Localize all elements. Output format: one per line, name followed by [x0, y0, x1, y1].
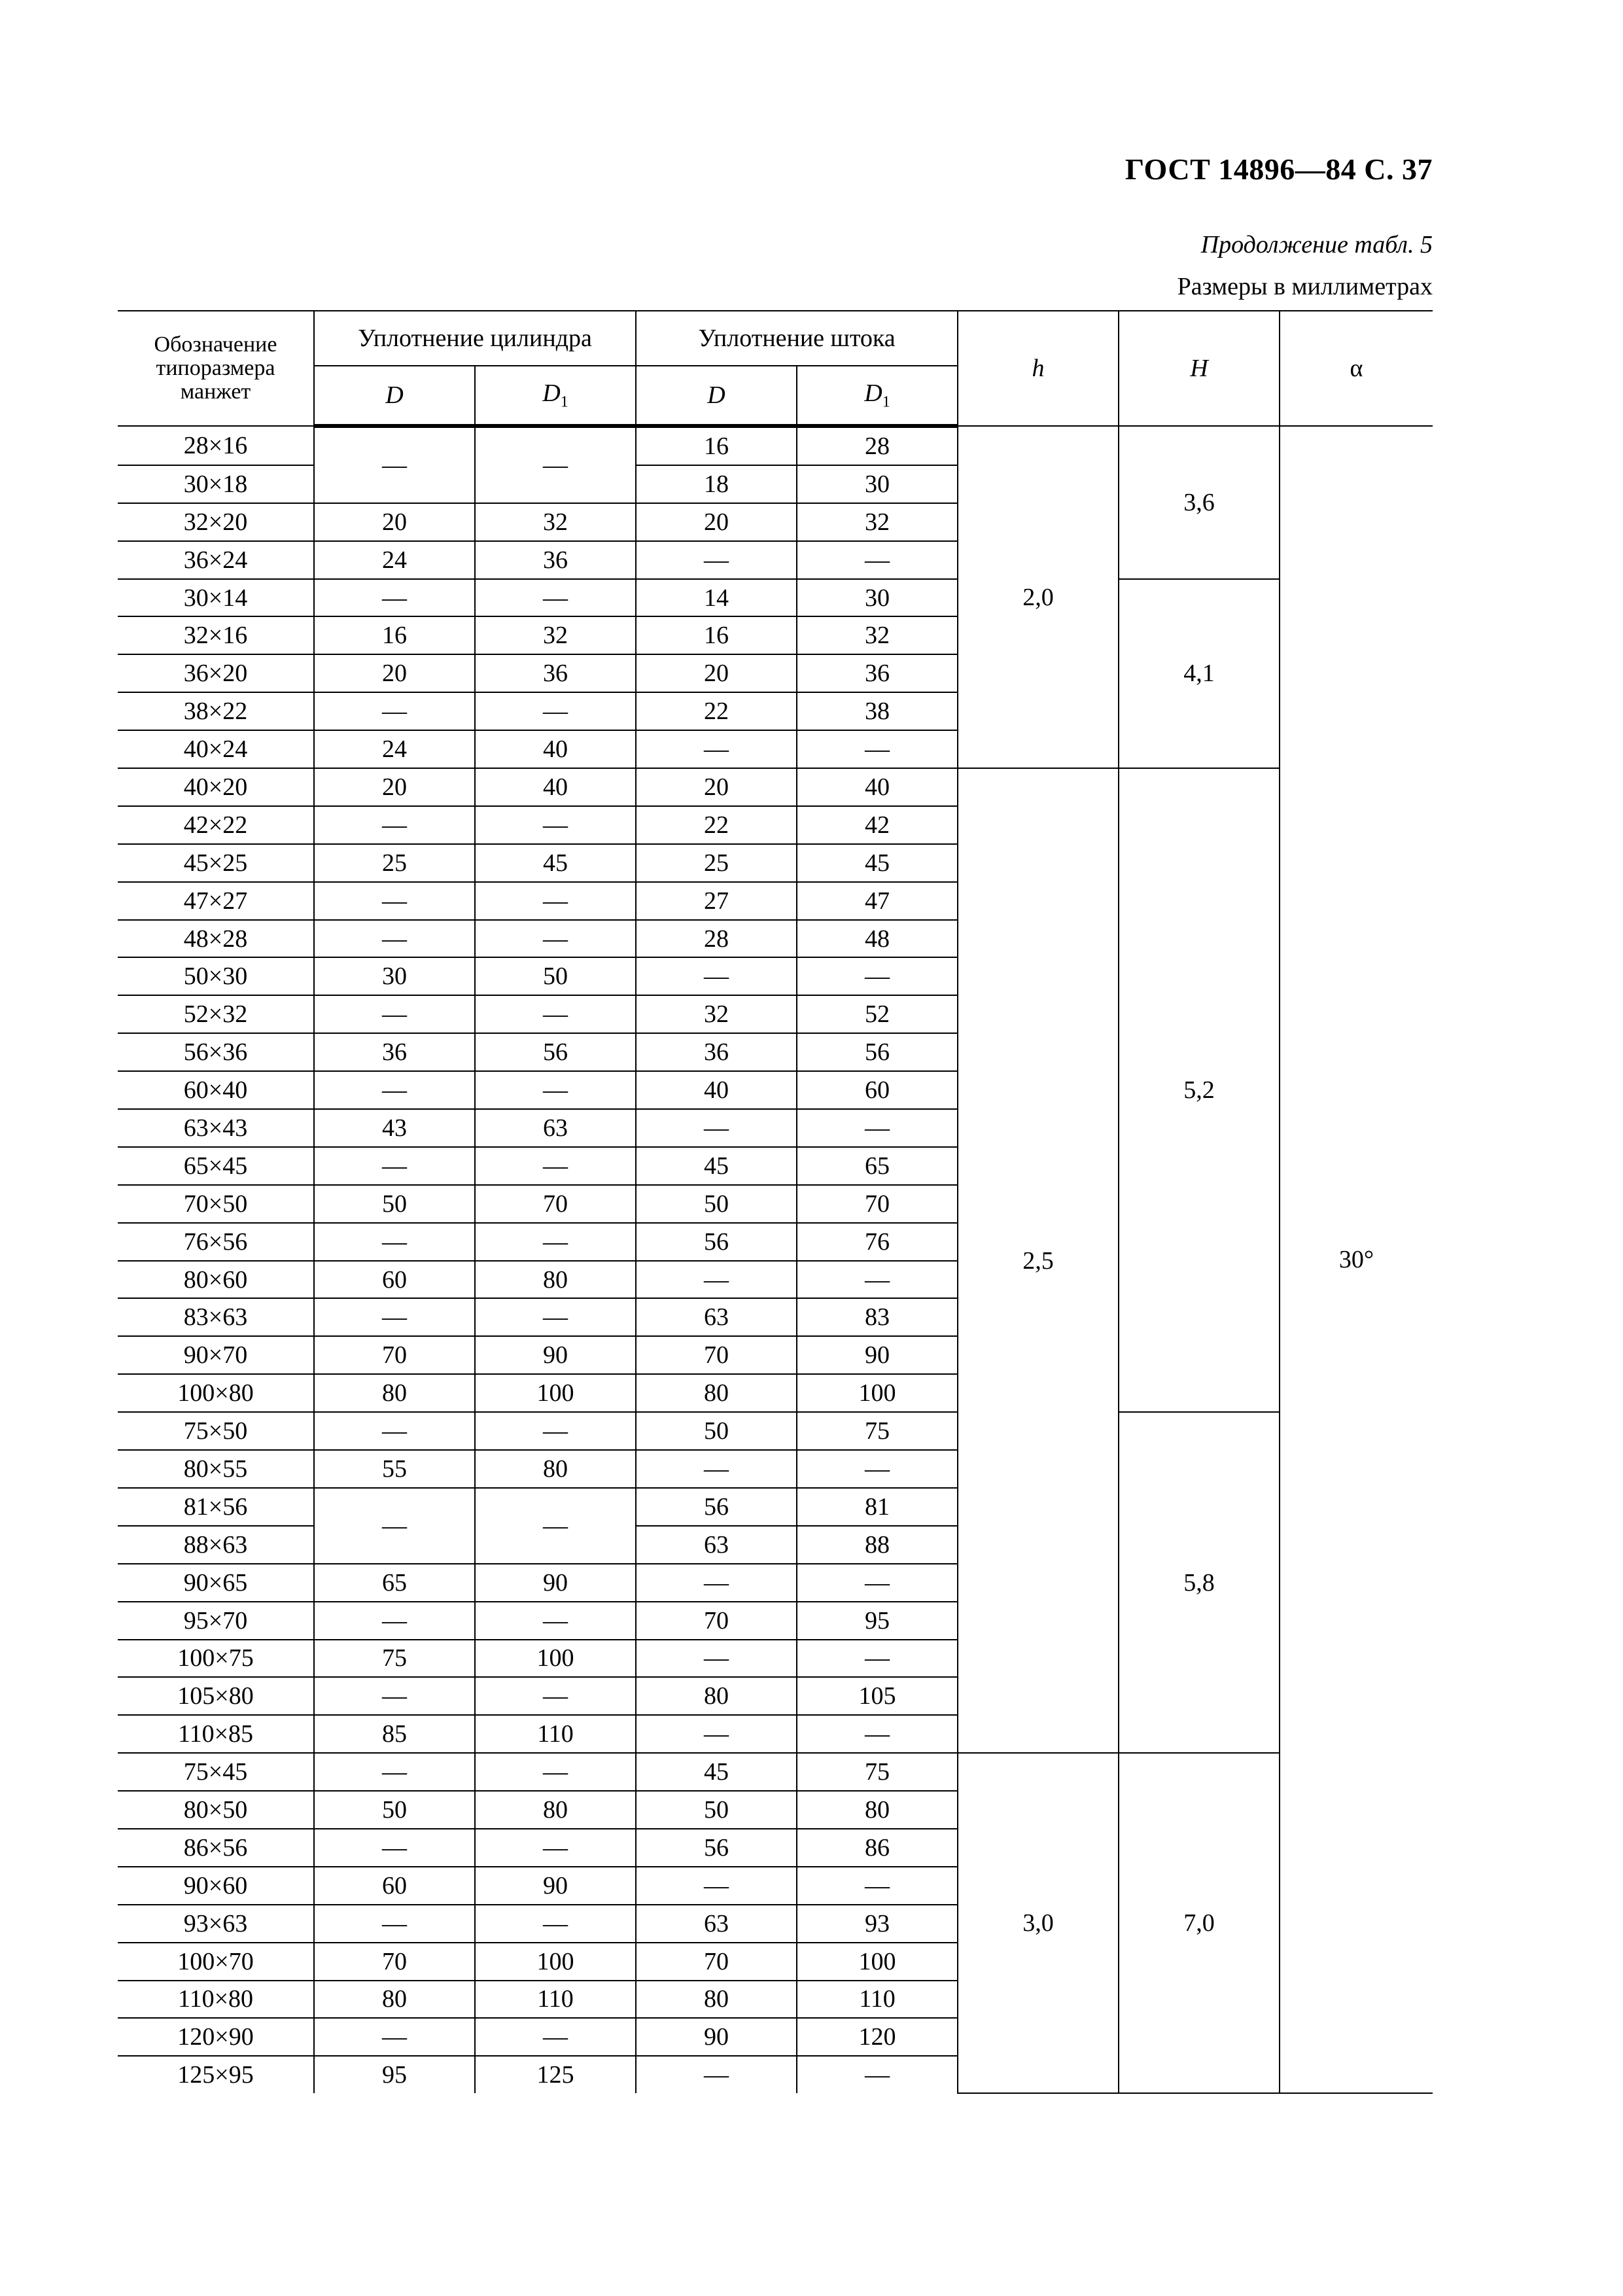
cell-cyl-D: 24 — [314, 541, 475, 579]
header-rod-seal: Уплотнение штока — [636, 311, 958, 366]
header-alpha: α — [1280, 311, 1433, 426]
cell-rod-D1: 32 — [797, 616, 958, 654]
cell-cyl-D1: — — [475, 2018, 636, 2056]
table-row — [118, 426, 1433, 465]
cell-cyl-D1-merged: — — [475, 426, 636, 503]
cell-h: 2,0 — [958, 426, 1119, 768]
cell-rod-D: 32 — [636, 995, 797, 1033]
cell-size: 63×43 — [118, 1109, 314, 1147]
cell-rod-D: 80 — [636, 1677, 797, 1715]
cell-rod-D1: 76 — [797, 1223, 958, 1261]
cell-rod-D1: 80 — [797, 1791, 958, 1829]
cell-size: 83×63 — [118, 1298, 314, 1336]
cell-rod-D: 16 — [636, 426, 797, 465]
cell-cyl-D: 70 — [314, 1943, 475, 1981]
cell-size: 95×70 — [118, 1602, 314, 1640]
cell-rod-D: 20 — [636, 503, 797, 541]
cell-cyl-D1: 110 — [475, 1981, 636, 2019]
cell-rod-D: 63 — [636, 1905, 797, 1943]
cell-cyl-D: — — [314, 579, 475, 617]
cell-rod-D: 27 — [636, 882, 797, 920]
cell-cyl-D1: 110 — [475, 1715, 636, 1753]
cell-cyl-D: 16 — [314, 616, 475, 654]
cell-rod-D1: — — [797, 1564, 958, 1602]
cell-size: 75×50 — [118, 1412, 314, 1450]
cell-cyl-D1: 36 — [475, 541, 636, 579]
cell-cyl-D: 50 — [314, 1185, 475, 1223]
cell-rod-D1: 110 — [797, 1981, 958, 2019]
cell-cyl-D: — — [314, 1905, 475, 1943]
cell-cyl-D: 55 — [314, 1450, 475, 1488]
cell-rod-D: — — [636, 1640, 797, 1678]
cell-rod-D1: 30 — [797, 579, 958, 617]
cell-cyl-D: 95 — [314, 2056, 475, 2093]
cell-size: 81×56 — [118, 1488, 314, 1526]
cell-cyl-D1: 56 — [475, 1033, 636, 1071]
cell-cyl-D1-merged: — — [475, 1488, 636, 1564]
cell-cyl-D1: 100 — [475, 1943, 636, 1981]
cell-size: 80×55 — [118, 1450, 314, 1488]
table-row — [118, 1753, 1433, 1791]
cell-rod-D: — — [636, 1564, 797, 1602]
cell-size: 80×50 — [118, 1791, 314, 1829]
cell-rod-D1: 100 — [797, 1943, 958, 1981]
cell-rod-D1: 48 — [797, 920, 958, 958]
cell-rod-D: — — [636, 2056, 797, 2093]
cell-cyl-D1: 32 — [475, 503, 636, 541]
cell-rod-D: 18 — [636, 465, 797, 503]
cell-size: 47×27 — [118, 882, 314, 920]
cell-cyl-D1: 32 — [475, 616, 636, 654]
cell-H: 4,1 — [1119, 579, 1280, 768]
cell-rod-D1: — — [797, 730, 958, 768]
cell-rod-D: 45 — [636, 1753, 797, 1791]
cell-rod-D: — — [636, 1715, 797, 1753]
cell-cyl-D: — — [314, 1602, 475, 1640]
cell-rod-D1: 93 — [797, 1905, 958, 1943]
cell-cyl-D: — — [314, 1677, 475, 1715]
cell-cyl-D1: — — [475, 1602, 636, 1640]
cell-rod-D1: 120 — [797, 2018, 958, 2056]
cell-cyl-D1: 36 — [475, 654, 636, 692]
cell-cyl-D: — — [314, 1753, 475, 1791]
cell-size: 30×14 — [118, 579, 314, 617]
cell-cyl-D: 80 — [314, 1374, 475, 1412]
cell-cyl-D-merged: — — [314, 1488, 475, 1564]
cell-rod-D1: 83 — [797, 1298, 958, 1336]
cell-rod-D1: 30 — [797, 465, 958, 503]
cell-rod-D1: 70 — [797, 1185, 958, 1223]
cell-cyl-D1: — — [475, 806, 636, 844]
cell-cyl-D: — — [314, 1071, 475, 1109]
cell-H: 7,0 — [1119, 1753, 1280, 2093]
header-rod-D: D — [636, 366, 797, 426]
cell-rod-D1: 95 — [797, 1602, 958, 1640]
cell-rod-D1: — — [797, 1640, 958, 1678]
cell-rod-D: 70 — [636, 1943, 797, 1981]
cell-size: 28×16 — [118, 426, 314, 465]
cell-cyl-D: — — [314, 1412, 475, 1450]
dimensions-table — [118, 310, 1433, 2094]
cell-cyl-D: 80 — [314, 1981, 475, 2019]
header-designation: Обозначение типоразмера манжет — [118, 311, 314, 426]
cell-cyl-D1: — — [475, 1753, 636, 1791]
cell-cyl-D1: 70 — [475, 1185, 636, 1223]
header-cyl-D1: $D_1$ — [475, 366, 636, 426]
cell-size: 56×36 — [118, 1033, 314, 1071]
cell-size: 30×18 — [118, 465, 314, 503]
cell-cyl-D: — — [314, 1223, 475, 1261]
cell-rod-D: — — [636, 1867, 797, 1905]
cell-size: 80×60 — [118, 1261, 314, 1299]
cell-cyl-D: 60 — [314, 1261, 475, 1299]
cell-size: 40×20 — [118, 768, 314, 806]
cell-rod-D1: 81 — [797, 1488, 958, 1526]
table-row — [118, 1412, 1433, 1450]
cell-size: 110×85 — [118, 1715, 314, 1753]
cell-size: 70×50 — [118, 1185, 314, 1223]
cell-rod-D1: 47 — [797, 882, 958, 920]
cell-cyl-D1: — — [475, 1298, 636, 1336]
cell-cyl-D1: — — [475, 692, 636, 730]
cell-cyl-D: 85 — [314, 1715, 475, 1753]
cell-size: 125×95 — [118, 2056, 314, 2093]
cell-cyl-D: 50 — [314, 1791, 475, 1829]
cell-rod-D: 80 — [636, 1374, 797, 1412]
cell-cyl-D: 70 — [314, 1336, 475, 1374]
cell-size: 100×80 — [118, 1374, 314, 1412]
cell-size: 105×80 — [118, 1677, 314, 1715]
cell-rod-D1: 36 — [797, 654, 958, 692]
cell-rod-D1: — — [797, 1715, 958, 1753]
cell-cyl-D1: 100 — [475, 1640, 636, 1678]
cell-cyl-D1: 45 — [475, 844, 636, 882]
cell-size: 38×22 — [118, 692, 314, 730]
cell-cyl-D: — — [314, 1298, 475, 1336]
header-cyl-D: D — [314, 366, 475, 426]
cell-rod-D1: 32 — [797, 503, 958, 541]
cell-cyl-D1: 40 — [475, 768, 636, 806]
cell-cyl-D: 43 — [314, 1109, 475, 1147]
cell-rod-D: 45 — [636, 1147, 797, 1185]
cell-cyl-D1: 80 — [475, 1261, 636, 1299]
cell-rod-D1: 56 — [797, 1033, 958, 1071]
cell-rod-D: 90 — [636, 2018, 797, 2056]
cell-rod-D1: — — [797, 1450, 958, 1488]
cell-cyl-D1: — — [475, 579, 636, 617]
cell-rod-D: 36 — [636, 1033, 797, 1071]
cell-rod-D1: — — [797, 957, 958, 995]
cell-rod-D: — — [636, 1450, 797, 1488]
cell-cyl-D: 75 — [314, 1640, 475, 1678]
cell-cyl-D: 65 — [314, 1564, 475, 1602]
cell-cyl-D: 20 — [314, 768, 475, 806]
cell-size: 65×45 — [118, 1147, 314, 1185]
cell-size: 100×75 — [118, 1640, 314, 1678]
cell-cyl-D: 25 — [314, 844, 475, 882]
cell-cyl-D: — — [314, 1147, 475, 1185]
cell-cyl-D1: — — [475, 995, 636, 1033]
cell-cyl-D1: 63 — [475, 1109, 636, 1147]
cell-size: 86×56 — [118, 1829, 314, 1867]
cell-rod-D1: 38 — [797, 692, 958, 730]
cell-size: 110×80 — [118, 1981, 314, 2019]
cell-H: 5,2 — [1119, 768, 1280, 1412]
cell-size: 60×40 — [118, 1071, 314, 1109]
cell-rod-D: 70 — [636, 1602, 797, 1640]
cell-cyl-D1: 100 — [475, 1374, 636, 1412]
cell-rod-D: 16 — [636, 616, 797, 654]
cell-rod-D1: 75 — [797, 1753, 958, 1791]
cell-rod-D: 20 — [636, 654, 797, 692]
cell-rod-D1: 65 — [797, 1147, 958, 1185]
cell-size: 36×24 — [118, 541, 314, 579]
cell-rod-D1: — — [797, 1867, 958, 1905]
cell-rod-D: 50 — [636, 1185, 797, 1223]
cell-cyl-D1: — — [475, 1829, 636, 1867]
cell-rod-D1: 105 — [797, 1677, 958, 1715]
cell-rod-D: 22 — [636, 692, 797, 730]
cell-rod-D1: 28 — [797, 426, 958, 465]
cell-rod-D1: 88 — [797, 1526, 958, 1564]
cell-rod-D1: — — [797, 541, 958, 579]
header-rod-D1: $D_1$ — [797, 366, 958, 426]
cell-rod-D1: — — [797, 1261, 958, 1299]
cell-rod-D1: 86 — [797, 1829, 958, 1867]
cell-size: 88×63 — [118, 1526, 314, 1564]
cell-rod-D: 50 — [636, 1791, 797, 1829]
cell-cyl-D1: 40 — [475, 730, 636, 768]
page-header: ГОСТ 14896—84 С. 37 — [1125, 152, 1433, 186]
cell-rod-D: 40 — [636, 1071, 797, 1109]
cell-size: 32×16 — [118, 616, 314, 654]
header-H: H — [1119, 311, 1280, 426]
cell-H: 5,8 — [1119, 1412, 1280, 1753]
cell-rod-D: 56 — [636, 1829, 797, 1867]
cell-rod-D: — — [636, 1261, 797, 1299]
cell-cyl-D1: 90 — [475, 1564, 636, 1602]
cell-size: 42×22 — [118, 806, 314, 844]
cell-rod-D: — — [636, 730, 797, 768]
cell-cyl-D: — — [314, 920, 475, 958]
continuation-note: Продолжение табл. 5 — [1200, 231, 1433, 258]
cell-rod-D1: 75 — [797, 1412, 958, 1450]
cell-size: 100×70 — [118, 1943, 314, 1981]
cell-cyl-D: 20 — [314, 503, 475, 541]
cell-cyl-D1: — — [475, 1071, 636, 1109]
cell-size: 32×20 — [118, 503, 314, 541]
cell-cyl-D: 60 — [314, 1867, 475, 1905]
cell-cyl-D1: — — [475, 1905, 636, 1943]
cell-cyl-D: — — [314, 1829, 475, 1867]
cell-rod-D1: 90 — [797, 1336, 958, 1374]
cell-cyl-D1: — — [475, 1412, 636, 1450]
cell-rod-D: 63 — [636, 1526, 797, 1564]
cell-alpha: 30° — [1280, 426, 1433, 2093]
cell-rod-D1: 45 — [797, 844, 958, 882]
cell-rod-D: 56 — [636, 1488, 797, 1526]
cell-rod-D: 50 — [636, 1412, 797, 1450]
cell-rod-D1: 60 — [797, 1071, 958, 1109]
cell-size: 40×24 — [118, 730, 314, 768]
cell-cyl-D: 30 — [314, 957, 475, 995]
table-row — [118, 579, 1433, 617]
cell-size: 50×30 — [118, 957, 314, 995]
cell-cyl-D1: 80 — [475, 1791, 636, 1829]
cell-cyl-D1: — — [475, 1147, 636, 1185]
cell-rod-D: — — [636, 1109, 797, 1147]
cell-cyl-D: 24 — [314, 730, 475, 768]
cell-cyl-D-merged: — — [314, 426, 475, 503]
cell-H: 3,6 — [1119, 426, 1280, 579]
cell-size: 36×20 — [118, 654, 314, 692]
cell-rod-D: 80 — [636, 1981, 797, 2019]
cell-rod-D: 14 — [636, 579, 797, 617]
cell-size: 90×65 — [118, 1564, 314, 1602]
cell-cyl-D: — — [314, 692, 475, 730]
table-row — [118, 768, 1433, 806]
cell-size: 75×45 — [118, 1753, 314, 1791]
table-body — [118, 426, 1433, 2093]
cell-h: 2,5 — [958, 768, 1119, 1753]
cell-rod-D1: — — [797, 2056, 958, 2093]
cell-rod-D: 56 — [636, 1223, 797, 1261]
cell-h: 3,0 — [958, 1753, 1119, 2093]
cell-cyl-D1: — — [475, 1677, 636, 1715]
cell-cyl-D: — — [314, 806, 475, 844]
cell-size: 120×90 — [118, 2018, 314, 2056]
header-h: h — [958, 311, 1119, 426]
cell-cyl-D: — — [314, 2018, 475, 2056]
cell-rod-D: 20 — [636, 768, 797, 806]
cell-rod-D1: 40 — [797, 768, 958, 806]
cell-rod-D: 63 — [636, 1298, 797, 1336]
units-note: Размеры в миллиметрах — [1177, 273, 1433, 300]
cell-size: 76×56 — [118, 1223, 314, 1261]
cell-cyl-D1: — — [475, 882, 636, 920]
cell-rod-D1: 42 — [797, 806, 958, 844]
cell-rod-D: 70 — [636, 1336, 797, 1374]
cell-size: 52×32 — [118, 995, 314, 1033]
cell-cyl-D: 36 — [314, 1033, 475, 1071]
cell-size: 48×28 — [118, 920, 314, 958]
cell-rod-D1: 52 — [797, 995, 958, 1033]
header-cylinder-seal: Уплотнение цилиндра — [314, 311, 636, 366]
cell-size: 90×70 — [118, 1336, 314, 1374]
cell-rod-D: 28 — [636, 920, 797, 958]
cell-rod-D1: — — [797, 1109, 958, 1147]
cell-cyl-D1: 50 — [475, 957, 636, 995]
cell-cyl-D: — — [314, 995, 475, 1033]
cell-cyl-D1: 125 — [475, 2056, 636, 2093]
cell-cyl-D1: 90 — [475, 1336, 636, 1374]
cell-rod-D: 22 — [636, 806, 797, 844]
cell-cyl-D1: — — [475, 1223, 636, 1261]
cell-cyl-D1: — — [475, 920, 636, 958]
cell-size: 45×25 — [118, 844, 314, 882]
cell-size: 90×60 — [118, 1867, 314, 1905]
cell-rod-D: — — [636, 957, 797, 995]
cell-size: 93×63 — [118, 1905, 314, 1943]
cell-cyl-D1: 80 — [475, 1450, 636, 1488]
cell-cyl-D1: 90 — [475, 1867, 636, 1905]
cell-rod-D: 25 — [636, 844, 797, 882]
cell-cyl-D: 20 — [314, 654, 475, 692]
cell-rod-D: — — [636, 541, 797, 579]
cell-cyl-D: — — [314, 882, 475, 920]
cell-rod-D1: 100 — [797, 1374, 958, 1412]
